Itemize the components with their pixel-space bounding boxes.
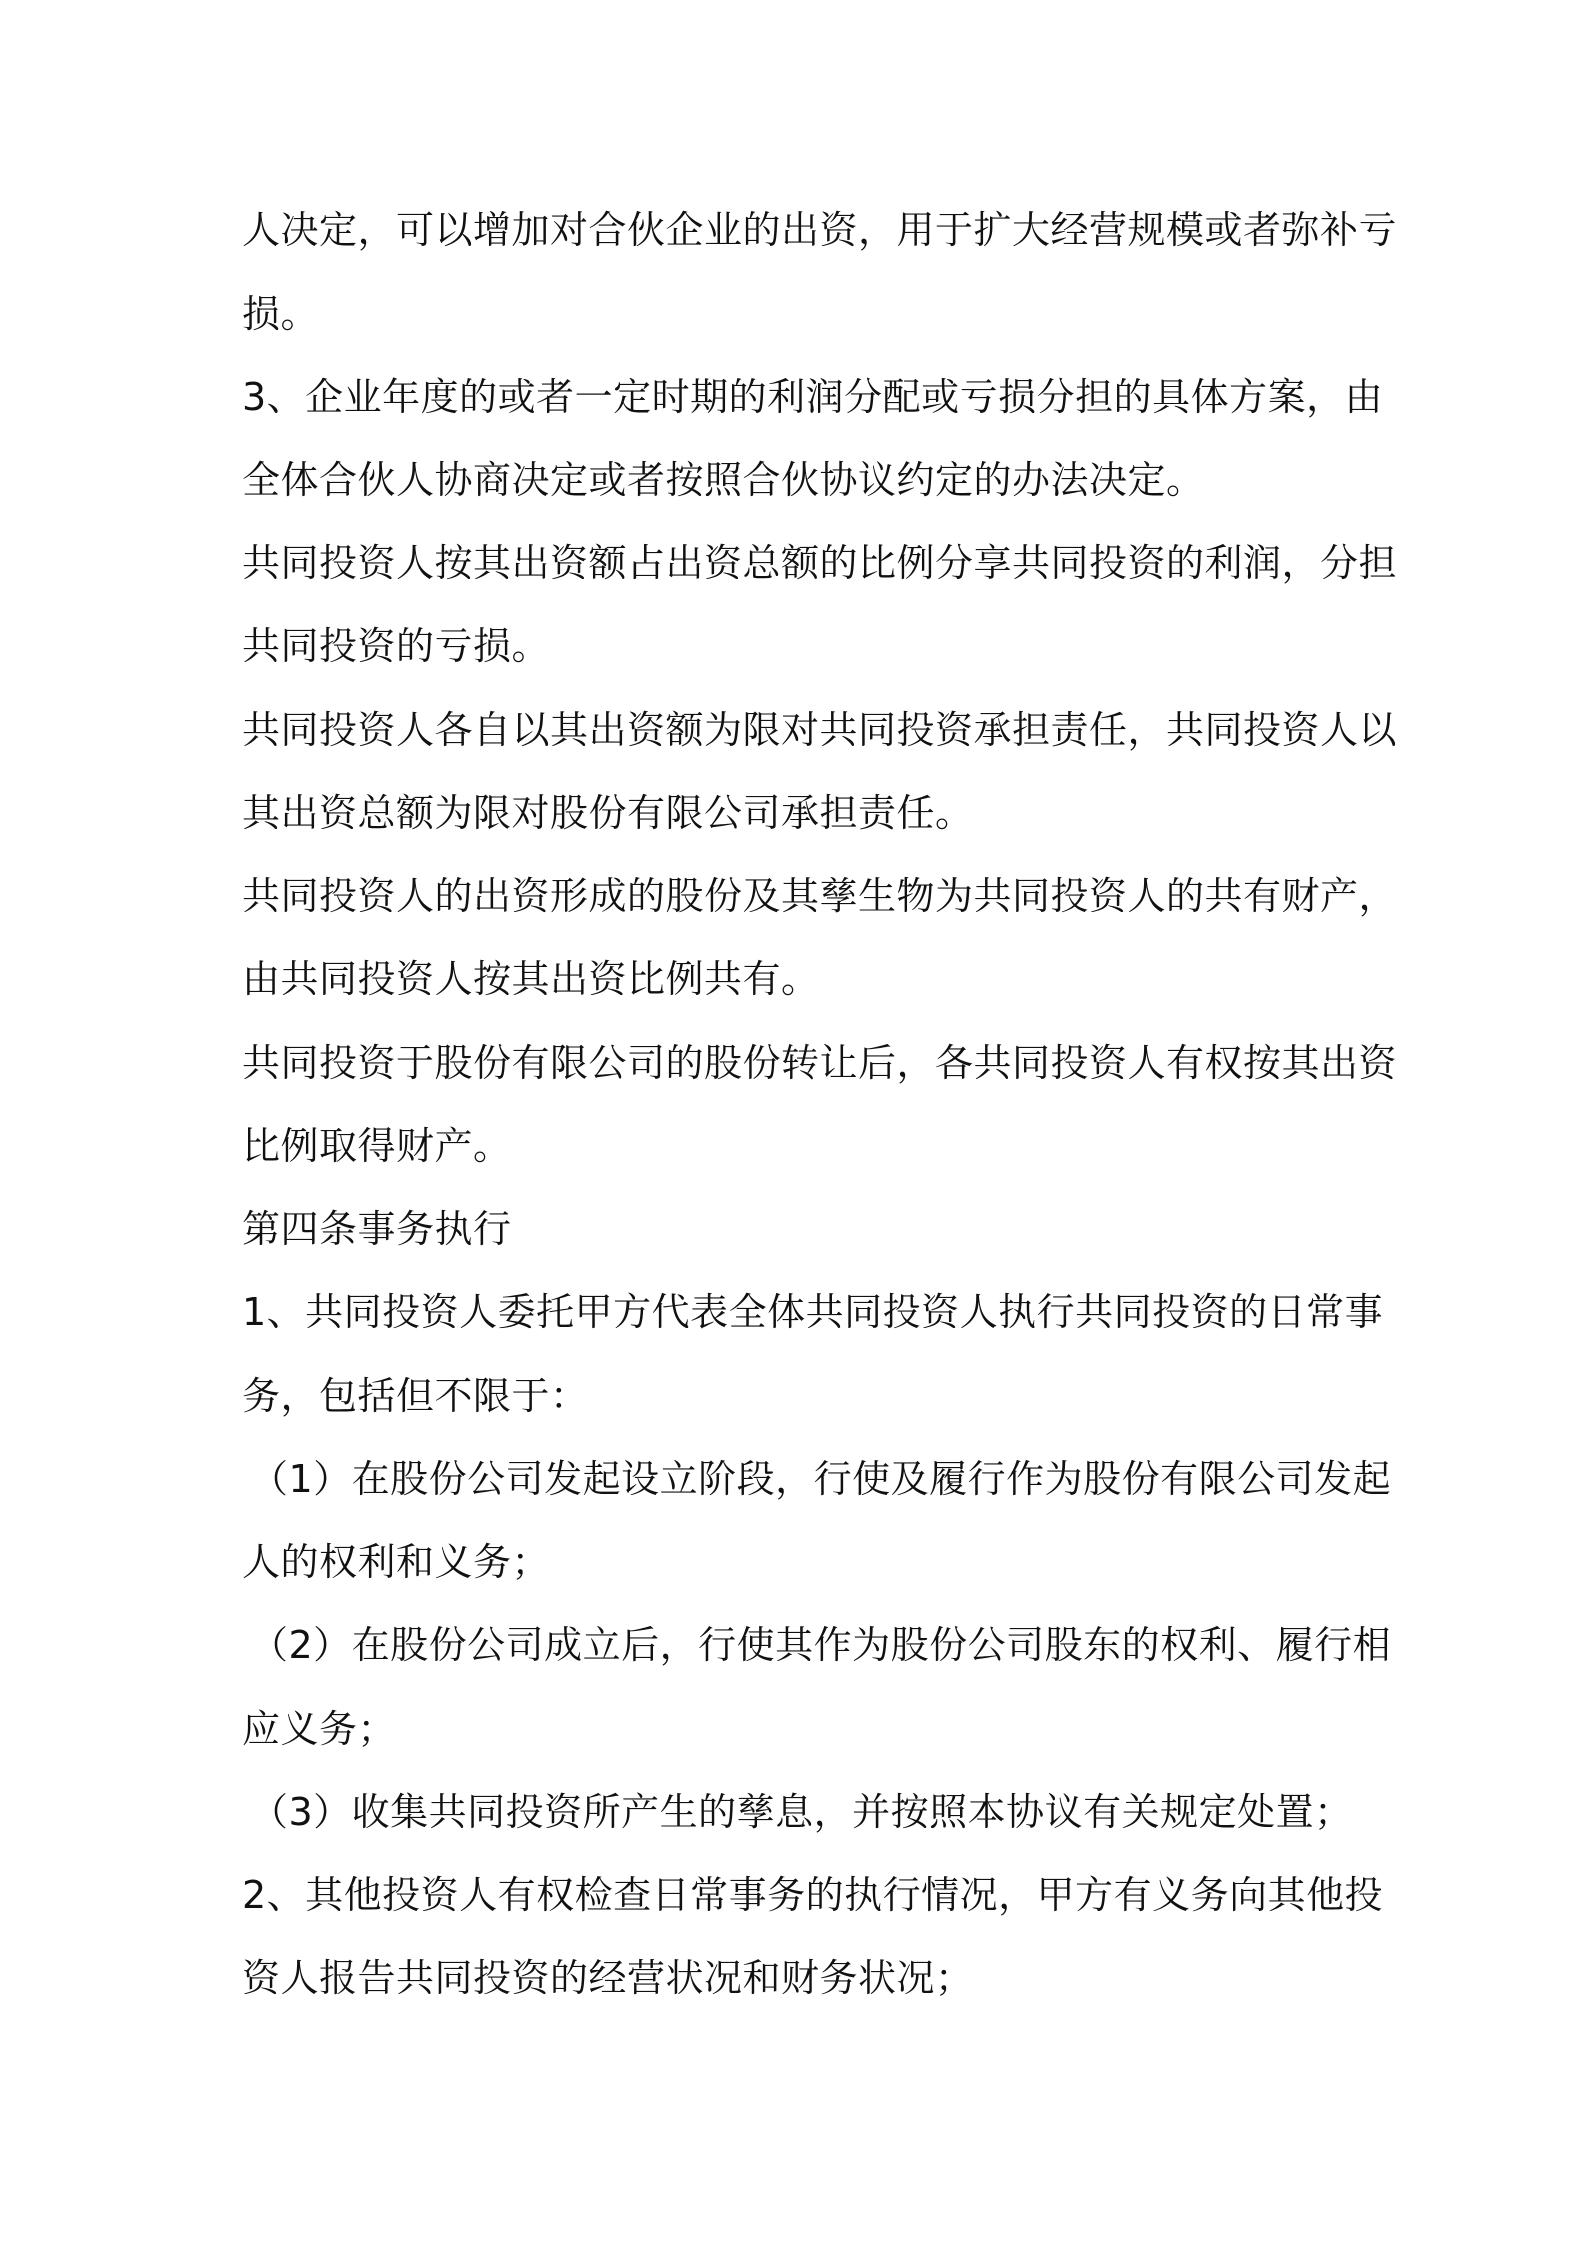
text-line: 共同投资人的出资形成的股份及其孳生物为共同投资人的共有财产， [242,874,1398,918]
section-heading: 第四条事务执行 [242,1207,512,1251]
text-line: 务，包括但不限于： [242,1374,589,1418]
text-line: 其出资总额为限对股份有限公司承担责任。 [242,791,974,835]
text-line: 共同投资的亏损。 [242,624,551,668]
text-line: （1）在股份公司发起设立阶段，行使及履行作为股份有限公司发起 [250,1457,1392,1501]
text-line: 共同投资于股份有限公司的股份转让后，各共同投资人有权按其出资 [242,1041,1398,1085]
text-line: 共同投资人各自以其出资额为限对共同投资承担责任，共同投资人以 [242,708,1398,752]
text-line: 损。 [242,292,320,336]
text-line: 比例取得财产。 [242,1124,512,1168]
text-line: 3、企业年度的或者一定时期的利润分配或亏损分担的具体方案，由 [242,375,1384,419]
text-line: 人决定，可以增加对合伙企业的出资，用于扩大经营规模或者弥补亏 [242,208,1398,252]
text-line: 由共同投资人按其出资比例共有。 [242,957,820,1001]
text-line: 全体合伙人协商决定或者按照合伙协议约定的办法决定。 [242,458,1205,502]
text-line: （2）在股份公司成立后，行使其作为股份公司股东的权利、履行相 [250,1623,1392,1667]
text-line: 应义务； [242,1707,397,1751]
text-line: 共同投资人按其出资额占出资总额的比例分享共同投资的利润，分担 [242,541,1398,585]
text-line: 人的权利和义务； [242,1540,551,1584]
text-line: 2、其他投资人有权检查日常事务的执行情况，甲方有义务向其他投 [242,1873,1384,1917]
text-line: 1、共同投资人委托甲方代表全体共同投资人执行共同投资的日常事 [242,1290,1384,1334]
text-line: （3）收集共同投资所产生的孳息，并按照本协议有关规定处置； [250,1790,1353,1834]
text-line: 资人报告共同投资的经营状况和财务状况； [242,1956,974,2000]
